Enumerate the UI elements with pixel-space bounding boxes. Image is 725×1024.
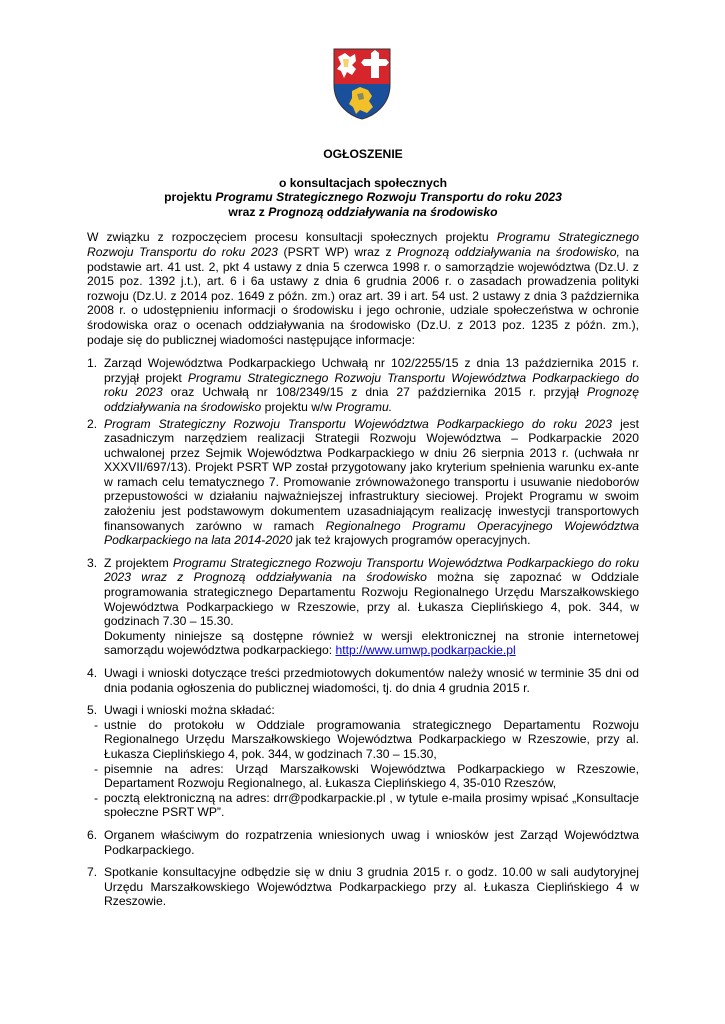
list-item-number: 5. xyxy=(87,703,98,718)
item-3-paragraph-2 xyxy=(104,629,639,658)
dash-bullet: - xyxy=(94,761,99,776)
item-1-italic-1: Programu Strategicznego Rozwoju Transportu Województwa Podkarpackiego do roku 2023 xyxy=(104,370,639,400)
subtitle-line-1: o konsultacjach społecznych xyxy=(279,175,447,190)
subtitle-line-2-italic: Programu Strategicznego Rozwoju Transportu do roku 2023 xyxy=(215,190,562,205)
website-link[interactable]: http://www.umwp.podkarpackie.pl xyxy=(335,643,516,658)
dash-bullet: - xyxy=(94,717,99,732)
list-item-number: 2. xyxy=(87,416,98,431)
intro-italic-2: Prognozą oddziaływania na środowisko, xyxy=(397,244,620,259)
intro-text-1: W związku z rozpoczęciem procesu konsultacji społecznych projektu xyxy=(87,230,497,245)
submission-method-written xyxy=(94,762,639,791)
list-item-number: 7. xyxy=(87,865,98,880)
item-3-text-2: można się zapoznać w Oddziale programowania strategicznego Departamentu Rozwoju Regionalnego Urzędu Marszałkowskiego Województwa Podkarpackiego w Rzeszowie, przy al. Łukasza Cieplińskiego 4, pok. 344, w godzinach 7.30 – 15.30. xyxy=(104,570,639,629)
item-2-italic-2: Regionalnego Programu Operacyjnego Województwa Podkarpackiego na lata 2014-2020 xyxy=(104,518,639,548)
page-title: OGŁOSZENIE xyxy=(323,147,403,161)
subtitle-line-2-prefix: projektu xyxy=(164,190,216,205)
subtitle-line-3-prefix: wraz z xyxy=(228,204,269,219)
list-item-2 xyxy=(87,417,639,548)
intro-text-2: (PSRT WP) wraz z xyxy=(277,244,398,259)
item-2-text-2: jak też krajowych programów operacyjnych. xyxy=(292,533,531,548)
item-1-text-1: Zarząd Województwa Podkarpackiego Uchwałą nr 102/2255/15 z dnia 13 października 2015 r. przyjął projekt xyxy=(104,356,639,385)
list-item-1 xyxy=(87,356,639,414)
subtitle-line-3 xyxy=(87,205,639,220)
list-item-6 xyxy=(87,828,639,857)
intro-italic-1: Programu Strategicznego Rozwoju Transportu do roku 2023 xyxy=(87,230,640,259)
submission-methods-list xyxy=(94,718,639,820)
announcement-content xyxy=(87,147,639,909)
item-3-text-1: Z projektem xyxy=(104,555,173,570)
intro-text-3: na podstawie art. 41 ust. 2, pkt 4 ustawy z dnia 5 czerwca 1998 r. o samorządzie województwa (Dz.U. z 2015 poz. 1392 j.t.), art. 6 i 6a ustawy z dnia 6 grudnia 2006 r. o zasadach prowadzenia polityki rozwoju (Dz.U. z 2014 poz. 1649 z późn. zm.) oraz art. 39 i art. 54 ust. 2 ustawy z dnia 3 października 2008 r. o udostępnieniu informacji o środowisku i jego ochronie, udziale społeczeństwa w ochronie środowiska oraz o ocenach oddziaływania na środowisko (Dz.U. z 2013 poz. 1235 z późn. zm.), podaje się do publicznej wiadomości następujące informacje: xyxy=(87,244,639,347)
item-1-italic-3: Programu. xyxy=(335,399,393,414)
item-4-text: Uwagi i wnioski dotyczące treści przedmiotowych dokumentów należy wnosić w terminie 35 dni od dnia podania ogłoszenia do publicznej wiadomości, tj. do dnia 4 grudnia 2015 r. xyxy=(104,666,639,695)
item-2-italic-1: Program Strategiczny Rozwoju Transportu Województwa Podkarpackiego do roku 2023 xyxy=(104,416,613,431)
submission-method-oral xyxy=(94,718,639,762)
submission-method-email xyxy=(94,791,639,820)
item-3-text-3: Dokumenty niniejsze są dostępne również w wersji elektronicznej na stronie internetowej samorządu województwa podkarpackiego: xyxy=(104,628,639,658)
subtitle-line-3-italic: Prognozą oddziaływania na środowisko xyxy=(268,204,498,219)
submission-method-email-text: pocztą elektroniczną na adres: drr@podkarpackie.pl , w tytule e-maila prosimy wpisać „Konsultacje społeczne PSRT WP”. xyxy=(104,790,639,820)
podkarpackie-coat-of-arms-icon xyxy=(332,47,392,121)
list-item-number: 3. xyxy=(87,555,98,570)
list-item-5 xyxy=(87,703,639,820)
announcement-subtitle xyxy=(87,176,639,220)
list-item-3 xyxy=(87,556,639,658)
list-item-number: 1. xyxy=(87,356,98,371)
item-3-italic-1: Programu Strategicznego Rozwoju Transportu Województwa Podkarpackiego do roku 2023 wraz z Prognozą oddziaływania na środowisko xyxy=(104,555,639,585)
item-7-text: Spotkanie konsultacyjne odbędzie się w dniu 3 grudnia 2015 r. o godz. 10.00 w sali audytoryjnej Urzędu Marszałkowskiego Województwa Podkarpackiego przy al. Łukasza Cieplińskiego 4 w Rzeszowie. xyxy=(104,865,639,909)
list-item-7 xyxy=(87,865,639,909)
list-item-number: 4. xyxy=(87,666,98,680)
subtitle-line-2 xyxy=(87,190,639,205)
item-1-italic-2: Prognozę oddziaływania na środowisko xyxy=(104,385,639,414)
item-3-paragraph-1 xyxy=(104,556,639,629)
list-item-4 xyxy=(87,666,639,695)
item-1-text-3: projektu w/w xyxy=(261,399,336,414)
intro-paragraph xyxy=(87,230,639,347)
list-item-number: 6. xyxy=(87,827,98,842)
item-5-text: Uwagi i wnioski można składać: xyxy=(104,703,275,718)
item-2-text-1: jest zasadniczym narzędziem realizacji Strategii Rozwoju Województwa – Podkarpackie 2020 uchwalonej przez Sejmik Województwa Podkarpackiego w dniu 26 sierpnia 2013 r. (uchwała nr XXXVII/697/13). Projekt PSRT WP został przygotowany jako kryterium spełnienia warunku ex-ante w ramach celu tematycznego 7. Promowanie zrównoważonego transportu i usuwanie niedoborów przepustowości w działaniu najważniejszej infrastruktury sieciowej. Projekt Programu w swoim założeniu jest podstawowym dokumentem uzasadniającym realizację inwestycji transportowych finansowanych zarówno w ramach xyxy=(104,416,639,533)
dash-bullet: - xyxy=(94,790,99,805)
announcement-list xyxy=(87,356,639,909)
submission-method-oral-text: ustnie do protokołu w Oddziale programowania strategicznego Departamentu Rozwoju Regionalnego Urzędu Marszałkowskiego Województwa Podkarpackiego w Rzeszowie, przy al. Łukasza Cieplińskiego 4, pok. 344, w godzinach 7.30 – 15.30, xyxy=(104,717,639,761)
submission-method-written-text: pisemnie na adres: Urząd Marszałkowski Województwa Podkarpackiego w Rzeszowie, Departament Rozwoju Regionalnego, al. Łukasza Cieplińskiego 4, 35-010 Rzeszów, xyxy=(104,761,639,791)
item-6-text: Organem właściwym do rozpatrzenia wniesionych uwag i wniosków jest Zarząd Województwa Podkarpackiego. xyxy=(104,827,639,857)
item-1-text-2: oraz Uchwałą nr 108/2349/15 z dnia 27 października 2015 r. przyjął xyxy=(162,385,588,400)
